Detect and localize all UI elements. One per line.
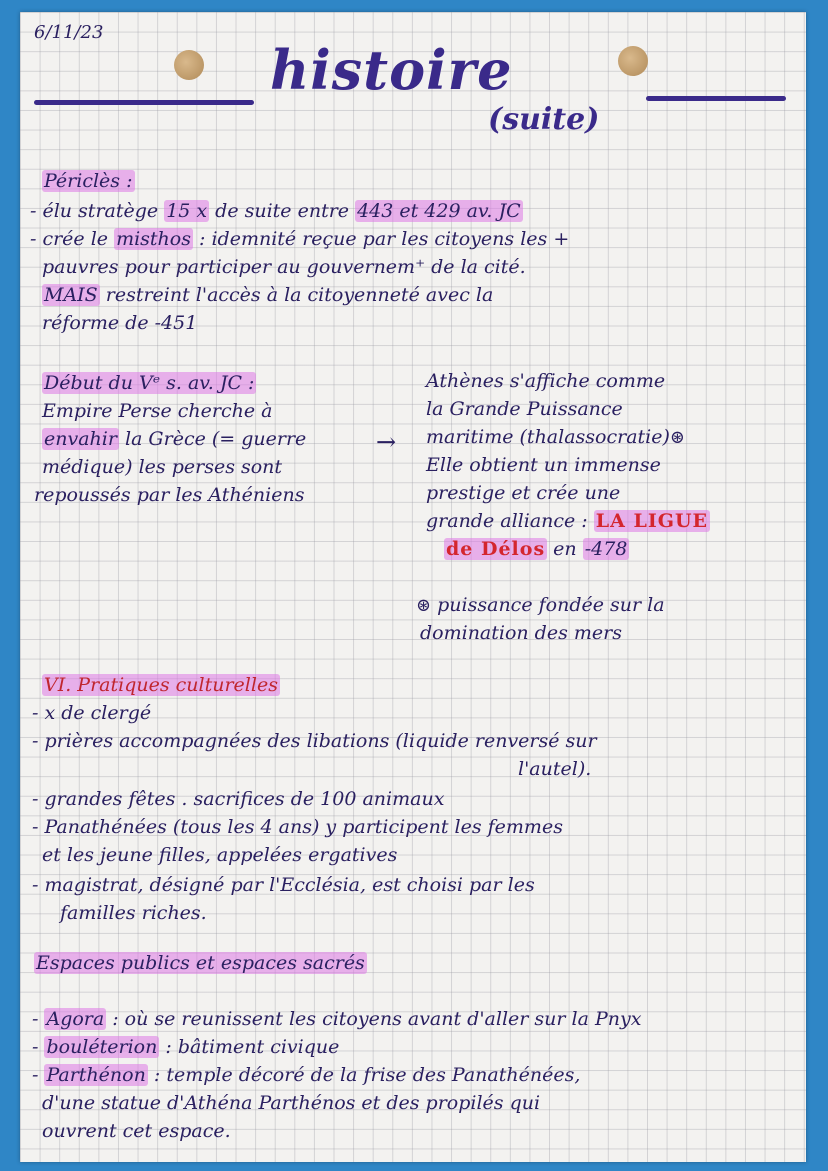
title-rule-right (646, 96, 786, 101)
asterisk-icon: ⊛ (416, 595, 432, 616)
pericles-line-4 (42, 282, 493, 309)
highlight: de Délos (446, 538, 546, 560)
highlight: bouléterion (46, 1036, 158, 1058)
espaces-heading (34, 950, 367, 977)
debut-right-line-5: prestige et crée une (426, 482, 621, 504)
pratiques-line-3: l'autel). (518, 758, 592, 780)
pericles-heading (42, 168, 135, 195)
highlight: LA LIGUE (595, 510, 708, 532)
pratiques-heading (42, 672, 280, 699)
pin-left (174, 50, 204, 80)
page-title: histoire (270, 38, 513, 102)
text: : bâtiment civique (159, 1036, 340, 1058)
pericles-line-5: réforme de -451 (42, 312, 198, 334)
text: : où se reunissent les citoyens avant d'aller sur la Pnyx (106, 1008, 642, 1030)
text: la Grèce (= guerre (118, 428, 307, 450)
pericles-line-2 (30, 226, 569, 253)
text: en (547, 538, 583, 560)
espaces-line-bouleterion: - bouléterion : bâtiment civique (32, 1036, 340, 1058)
footnote-line-2: domination des mers (420, 622, 622, 644)
debut-right-line-4: Elle obtient un immense (426, 454, 661, 476)
debut-right-line-6 (426, 508, 710, 535)
arrow-icon: → (376, 428, 397, 456)
highlight: envahir (44, 428, 117, 450)
espaces-line-agora: - Agora : où se reunissent les citoyens avant d'aller sur la Pnyx (32, 1008, 642, 1030)
highlight: Parthénon (46, 1064, 146, 1086)
pratiques-line-4: - grandes fêtes . sacrifices de 100 animaux (32, 788, 445, 810)
text: restreint l'accès à la citoyenneté avec la (99, 284, 494, 306)
highlight: 443 et 429 av. JC (357, 200, 521, 222)
espaces-line-parthenon: - Parthénon : temple décoré de la frise des Panathénées, (32, 1064, 581, 1086)
text: - élu stratège (30, 200, 165, 222)
pratiques-line-1: - x de clergé (32, 702, 152, 724)
debut-right-line-2: la Grande Puissance (426, 398, 623, 420)
highlight: Agora (46, 1008, 105, 1030)
notebook-page (20, 12, 806, 1162)
pratiques-line-6: et les jeune filles, appelées ergatives (42, 844, 398, 866)
highlight: -478 (584, 538, 628, 560)
debut-heading-text: Début du Vᵉ s. av. JC : (44, 372, 255, 394)
pratiques-line-2: - prières accompagnées des libations (liquide renversé sur (32, 730, 597, 752)
text: puissance fondée sur la (437, 594, 665, 616)
pericles-line-3: pauvres pour participer au gouvernem⁺ de la cité. (42, 256, 526, 278)
page-subtitle: (suite) (488, 102, 600, 137)
highlight: 15 x (166, 200, 208, 222)
debut-left-line-1: Empire Perse cherche à (42, 400, 273, 422)
text: : temple décoré de la frise des Panathénées, (147, 1064, 581, 1086)
footnote-line-1 (416, 592, 665, 619)
pericles-heading-text: Périclès : (44, 170, 133, 192)
text: de suite entre (209, 200, 356, 222)
pratiques-heading-text: VI. Pratiques culturelles (44, 674, 278, 696)
pratiques-line-7: - magistrat, désigné par l'Ecclésia, est choisi par les (32, 874, 535, 896)
espaces-heading-text: Espaces publics et espaces sacrés (36, 952, 365, 974)
pratiques-line-8: familles riches. (60, 902, 207, 924)
debut-right-line-3 (426, 424, 685, 451)
debut-left-line-4: repoussés par les Athéniens (34, 484, 305, 506)
text: - crée le (30, 228, 115, 250)
espaces-line-4: d'une statue d'Athéna Parthénos et des propilés qui (42, 1092, 541, 1114)
debut-right-line-1: Athènes s'affiche comme (426, 370, 666, 392)
text: grande alliance : (426, 510, 594, 532)
debut-left-line-3: médique) les perses sont (42, 456, 283, 478)
pericles-line-1 (30, 198, 523, 225)
asterisk-icon: ⊛ (669, 427, 685, 448)
debut-left-line-2 (42, 426, 306, 453)
title-rule-left (34, 100, 254, 105)
pin-right (618, 46, 648, 76)
text: : idemnité reçue par les citoyens les + (192, 228, 570, 250)
debut-heading (42, 370, 256, 397)
highlight: MAIS (44, 284, 98, 306)
highlight: misthos (116, 228, 191, 250)
pratiques-line-5: - Panathénées (tous les 4 ans) y participent les femmes (32, 816, 563, 838)
debut-right-line-7 (444, 536, 629, 563)
date: 6/11/23 (34, 22, 104, 43)
espaces-line-5: ouvrent cet espace. (42, 1120, 231, 1142)
text: maritime (thalassocratie) (426, 426, 670, 448)
